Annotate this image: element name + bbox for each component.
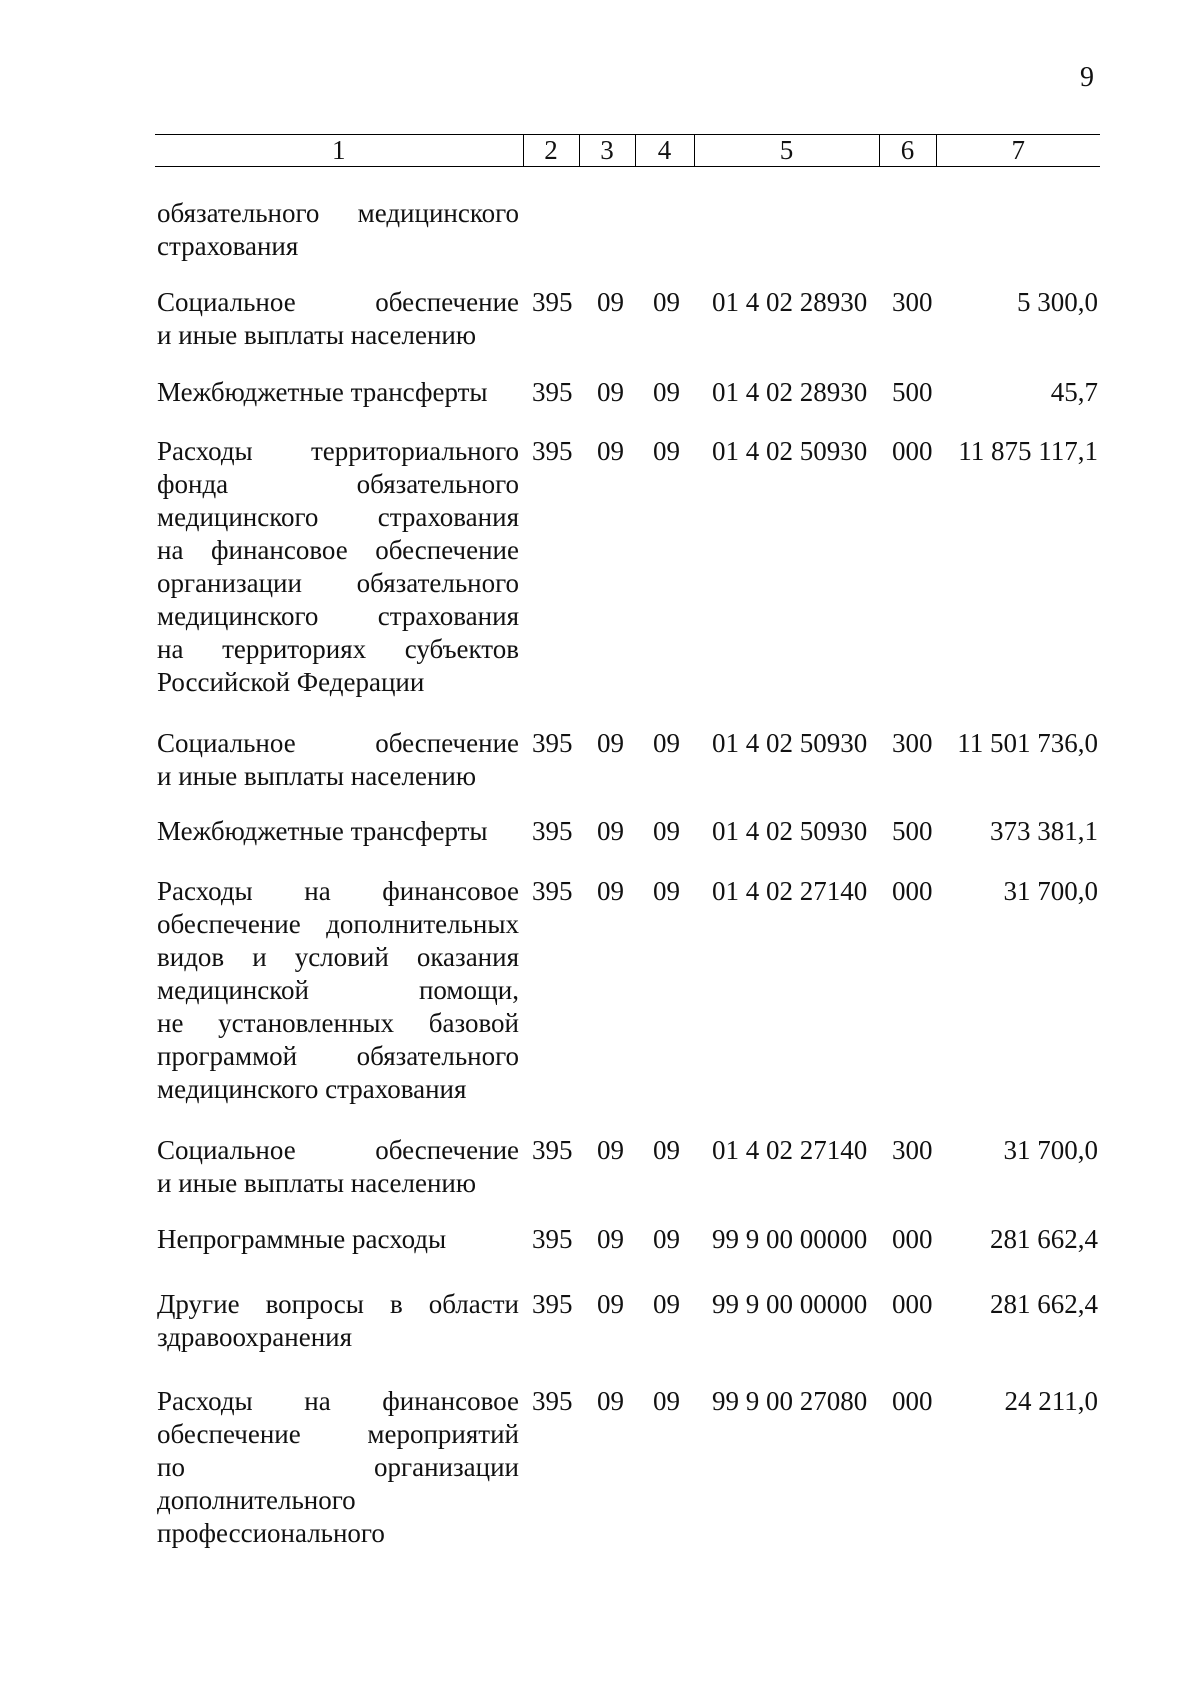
cell-sum: 31 700,0 — [1003, 1135, 1098, 1165]
row-name-line: Расходы на финансовое — [157, 1386, 519, 1416]
row-name — [157, 1134, 519, 1200]
row-name-line: Социальное обеспечение — [157, 1135, 519, 1165]
row-name-line: Межбюджетные трансферты — [157, 377, 488, 407]
cell-pr: 09 — [653, 436, 680, 466]
cell-grbs: 395 — [532, 876, 573, 906]
row-name-line: не установленных базовой — [157, 1008, 519, 1038]
cell-sum: 31 700,0 — [1003, 876, 1098, 906]
header-col-4: 4 — [635, 135, 694, 167]
row-name — [157, 1223, 519, 1256]
cell-rz: 09 — [597, 1289, 624, 1319]
row-name-line: Расходы на финансовое — [157, 876, 519, 906]
cell-vr: 000 — [892, 436, 933, 466]
cell-csr: 01 4 02 50930 — [712, 436, 868, 466]
row-name-line: дополнительного — [157, 1485, 356, 1515]
cell-sum: 11 501 736,0 — [957, 728, 1098, 758]
row-name — [157, 875, 519, 1106]
cell-sum: 11 875 117,1 — [958, 436, 1098, 466]
cell-sum: 373 381,1 — [990, 816, 1098, 846]
cell-grbs: 395 — [532, 1135, 573, 1165]
cell-vr: 000 — [892, 1386, 933, 1416]
row-name-line: медицинского страхования — [157, 601, 519, 631]
cell-vr: 300 — [892, 728, 933, 758]
cell-pr: 09 — [653, 377, 680, 407]
row-name-line: обязательного медицинского — [157, 198, 519, 228]
cell-vr: 000 — [892, 1289, 933, 1319]
cell-sum: 281 662,4 — [990, 1224, 1098, 1254]
row-name — [157, 727, 519, 793]
row-name — [157, 1385, 519, 1550]
cell-pr: 09 — [653, 816, 680, 846]
cell-vr: 500 — [892, 377, 933, 407]
cell-rz: 09 — [597, 1135, 624, 1165]
cell-rz: 09 — [597, 1224, 624, 1254]
row-name-line: медицинского страхования — [157, 502, 519, 532]
row-name-line: страхования — [157, 231, 299, 261]
row-name-line: Непрограммные расходы — [157, 1224, 447, 1254]
header-col-5: 5 — [694, 135, 879, 167]
cell-rz: 09 — [597, 377, 624, 407]
cell-grbs: 395 — [532, 728, 573, 758]
cell-csr: 01 4 02 50930 — [712, 816, 868, 846]
row-name — [157, 376, 519, 409]
cell-pr: 09 — [653, 1386, 680, 1416]
table-header — [155, 134, 1100, 167]
row-name-line: Межбюджетные трансферты — [157, 816, 488, 846]
row-name-line: Российской Федерации — [157, 667, 425, 697]
cell-rz: 09 — [597, 436, 624, 466]
row-name-line: здравоохранения — [157, 1322, 353, 1352]
cell-sum: 5 300,0 — [1017, 287, 1098, 317]
row-name-line: обеспечение дополнительных — [157, 909, 519, 939]
row-name-line: по организации — [157, 1452, 519, 1482]
row-name — [157, 815, 519, 848]
row-name-line: профессионального — [157, 1518, 385, 1548]
cell-grbs: 395 — [532, 1289, 573, 1319]
cell-csr: 99 9 00 00000 — [712, 1289, 868, 1319]
cell-sum: 24 211,0 — [1004, 1386, 1098, 1416]
cell-pr: 09 — [653, 728, 680, 758]
cell-rz: 09 — [597, 728, 624, 758]
cell-grbs: 395 — [532, 377, 573, 407]
cell-sum: 281 662,4 — [990, 1289, 1098, 1319]
cell-pr: 09 — [653, 1224, 680, 1254]
row-name-line: видов и условий оказания — [157, 942, 519, 972]
header-col-3: 3 — [579, 135, 635, 167]
cell-vr: 500 — [892, 816, 933, 846]
row-name-line: Социальное обеспечение — [157, 728, 519, 758]
cell-csr: 99 9 00 27080 — [712, 1386, 868, 1416]
row-name — [157, 197, 519, 263]
row-name-line: Расходы территориального — [157, 436, 519, 466]
cell-grbs: 395 — [532, 1386, 573, 1416]
row-name — [157, 435, 519, 699]
row-name-line: и иные выплаты населению — [157, 320, 477, 350]
header-col-1: 1 — [155, 135, 523, 167]
header-col-6: 6 — [879, 135, 936, 167]
row-name-line: программой обязательного — [157, 1041, 519, 1071]
row-name-line: обеспечение мероприятий — [157, 1419, 519, 1449]
cell-sum: 45,7 — [1050, 377, 1098, 407]
row-name-line: медицинской помощи, — [157, 975, 519, 1005]
cell-csr: 99 9 00 00000 — [712, 1224, 868, 1254]
cell-rz: 09 — [597, 1386, 624, 1416]
header-col-2: 2 — [523, 135, 579, 167]
page-number: 9 — [1080, 62, 1094, 93]
row-name-line: на территориях субъектов — [157, 634, 519, 664]
cell-vr: 000 — [892, 1224, 933, 1254]
cell-csr: 01 4 02 27140 — [712, 876, 868, 906]
row-name-line: Социальное обеспечение — [157, 287, 519, 317]
row-name-line: и иные выплаты населению — [157, 761, 477, 791]
row-name — [157, 286, 519, 352]
cell-grbs: 395 — [532, 436, 573, 466]
cell-csr: 01 4 02 28930 — [712, 287, 868, 317]
cell-rz: 09 — [597, 287, 624, 317]
cell-csr: 01 4 02 27140 — [712, 1135, 868, 1165]
row-name-line: на финансовое обеспечение — [157, 535, 519, 565]
cell-rz: 09 — [597, 876, 624, 906]
cell-rz: 09 — [597, 816, 624, 846]
row-name-line: фонда обязательного — [157, 469, 519, 499]
cell-vr: 300 — [892, 287, 933, 317]
row-name — [157, 1288, 519, 1354]
header-col-7: 7 — [936, 135, 1100, 167]
cell-grbs: 395 — [532, 287, 573, 317]
cell-grbs: 395 — [532, 1224, 573, 1254]
row-name-line: Другие вопросы в области — [157, 1289, 519, 1319]
row-name-line: организации обязательного — [157, 568, 519, 598]
cell-grbs: 395 — [532, 816, 573, 846]
cell-pr: 09 — [653, 876, 680, 906]
row-name-line: медицинского страхования — [157, 1074, 467, 1104]
cell-csr: 01 4 02 28930 — [712, 377, 868, 407]
cell-vr: 300 — [892, 1135, 933, 1165]
cell-csr: 01 4 02 50930 — [712, 728, 868, 758]
row-name-line: и иные выплаты населению — [157, 1168, 477, 1198]
cell-pr: 09 — [653, 1289, 680, 1319]
cell-pr: 09 — [653, 287, 680, 317]
cell-vr: 000 — [892, 876, 933, 906]
cell-pr: 09 — [653, 1135, 680, 1165]
